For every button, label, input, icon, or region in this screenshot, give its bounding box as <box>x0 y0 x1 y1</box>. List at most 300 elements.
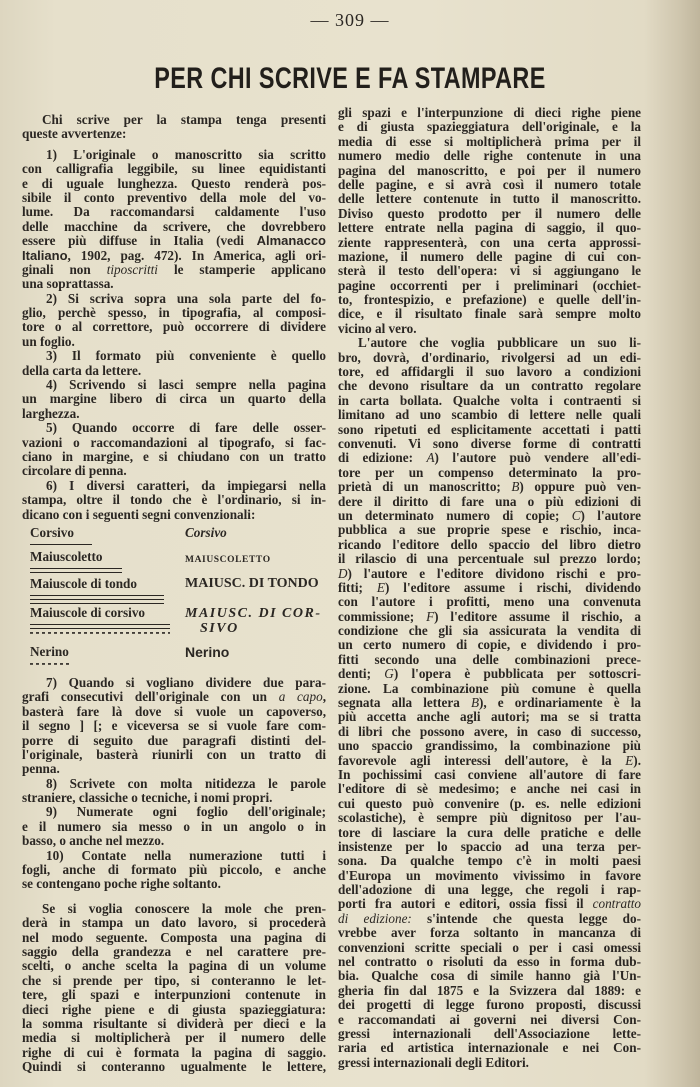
underline-single <box>30 544 92 545</box>
text: lume. Da raccomandarsi caldamente l'uso <box>22 204 326 220</box>
text: il rilascio di una percentuale sul prezzo lordo; <box>338 551 641 567</box>
text: di libri che possono avere, in caso di successo, <box>338 723 641 739</box>
text-line <box>338 221 641 235</box>
numbered-paragraph <box>22 849 326 892</box>
text: delle pagine, e si avrà così il numero totale <box>338 176 641 192</box>
text: ) l'opera è pubblicata per sottoscri- <box>393 666 642 682</box>
italic-text: F <box>426 608 435 624</box>
text-line <box>22 863 326 877</box>
text: fitti secondo una delle combinazioni prece- <box>338 651 641 667</box>
text-line <box>338 998 641 1012</box>
text-line <box>338 192 641 206</box>
sign-sample-continued: SIVO <box>200 620 239 636</box>
text-line <box>22 378 326 392</box>
text-line <box>22 748 326 762</box>
text: gli spazi e l'interpunzione di dieci righe piene <box>338 105 641 120</box>
italic-text: E <box>376 579 385 595</box>
text: insistenze per lo spaccio ad una terza per- <box>338 838 641 854</box>
text-line <box>22 407 326 421</box>
text: denti; <box>338 666 385 682</box>
text: circolare di penna. <box>22 463 127 479</box>
text-line <box>338 883 641 897</box>
text: Se si voglia conoscere la mole che pren- <box>42 900 326 916</box>
text-line <box>338 365 641 379</box>
text-line <box>338 955 641 969</box>
text: pagina del manoscritto, e poi per il numero <box>338 162 641 178</box>
text: pubblica a sue proprie spese e rischio, inca- <box>338 522 641 538</box>
text: basterà fare là dove si vuole un capoverso, <box>22 703 326 719</box>
left-column <box>22 113 326 1074</box>
text-line <box>22 249 326 263</box>
text: scolastiche), è sempre più dignitoso per l'au- <box>338 810 641 826</box>
text-line <box>22 877 326 891</box>
text: bro, dovrà, d'ordinario, rivolgersi ad un edi- <box>338 349 641 365</box>
text-line <box>22 945 326 959</box>
text: commissione; <box>338 608 427 624</box>
text: uno spaccio grandissimo, la combinazione più <box>338 738 641 754</box>
page-title: PER CHI SCRIVE E FA STAMPARE <box>154 62 546 95</box>
text: e di giusta spazieggiatura dell'originale, e la <box>338 119 641 135</box>
text: porre di seguito due paragrafi distinti del- <box>22 732 326 748</box>
text: fitti; <box>338 579 377 595</box>
intro-block <box>22 113 326 142</box>
text-line <box>22 988 326 1002</box>
numbered-paragraph <box>22 292 326 350</box>
text: lettere entrate nella pagina di saggio, il quo- <box>338 220 641 236</box>
text: ziente rappresenterà, con una certa approssi- <box>338 234 641 250</box>
text: d'Europa un movimento vivissimo in favore <box>338 867 641 883</box>
text-line <box>338 840 641 854</box>
text-line <box>22 263 326 277</box>
text-line <box>338 394 641 408</box>
text-line <box>338 264 641 278</box>
text: segnata alla lettera <box>338 695 471 711</box>
text-line <box>22 931 326 945</box>
text: to, frontespizio, e prefazione) e quelle dell'in- <box>338 292 641 308</box>
text-line <box>338 854 641 868</box>
text-line <box>338 509 641 523</box>
text-line <box>338 408 641 422</box>
text: saggio della grandezza e nel carattere pre- <box>22 943 326 959</box>
text: le stamperie applicano <box>157 261 326 277</box>
text: favorevole agli interessi dell'autore, è la <box>338 752 626 768</box>
text-line <box>22 320 326 334</box>
underline-double <box>30 628 170 629</box>
text-line <box>338 379 641 393</box>
text-line <box>22 916 326 930</box>
numbered-paragraph <box>22 148 326 292</box>
text: e di uguale lunghezza. Questo renderà pos- <box>22 175 326 191</box>
text: e raccomandati ai governi nei diversi Con- <box>338 1011 641 1027</box>
text-line <box>338 710 641 724</box>
text-line <box>338 969 641 983</box>
text-line <box>338 624 641 638</box>
text: derà in stampa un dato lavoro, si procederà <box>22 915 326 931</box>
italic-text: E <box>625 752 634 768</box>
text: che si prende per tipo, si conteranno le let- <box>22 972 326 988</box>
text-line <box>22 450 326 464</box>
text: ciano in margine, e si chiudano con un tratto <box>22 448 326 464</box>
text: vicino al vero. <box>338 320 417 336</box>
text-line <box>338 164 641 178</box>
text-line <box>22 508 326 522</box>
text-line <box>338 236 641 250</box>
text: la somma risultante si dividerà per dieci e la <box>22 1015 326 1031</box>
paragraph <box>338 106 641 336</box>
numbered-paragraph <box>22 676 326 777</box>
text-line <box>22 705 326 719</box>
italic-text: G <box>384 666 394 682</box>
text: ) l'autore e l'editore dividono rischi e pro- <box>347 565 641 581</box>
text: essere più diffuse in Italia (vedi <box>22 233 257 249</box>
text: 1) L'originale o manoscritto sia scritto <box>46 146 326 162</box>
page-number: — 309 — <box>310 10 390 30</box>
text-line <box>22 335 326 349</box>
text-line <box>338 1027 641 1041</box>
numbered-paragraph <box>22 805 326 848</box>
text: media di esse si moltiplicherà prima per il <box>338 133 641 149</box>
text-line <box>338 307 641 321</box>
signs-row-maiuscole-corsivo <box>30 606 326 640</box>
text-line <box>338 451 641 465</box>
text-line <box>22 479 326 493</box>
italic-text: A <box>426 450 435 466</box>
text-line <box>338 149 641 163</box>
text-line <box>338 336 641 350</box>
italic-text: di edizione: <box>338 910 412 926</box>
italic-text: D <box>338 565 348 581</box>
text-line <box>22 902 326 916</box>
text: 9) Numerate ogni foglio dell'originale; <box>46 804 326 820</box>
text-line <box>22 974 326 988</box>
text: una soprattassa. <box>22 276 114 292</box>
text: penna. <box>22 761 60 777</box>
text: stampa, oltre il tondo che è l'ordinario, si in- <box>22 492 326 508</box>
text: scelti, o anche scelta la pagina di un volume <box>22 958 326 974</box>
text: grafi consecutivi dell'originale con un <box>22 689 279 705</box>
sign-sample: Corsivo <box>185 524 227 540</box>
text: gressi internazionali dell'Associazione lette- <box>338 1026 641 1041</box>
text: prietà di un manoscritto; <box>338 479 512 495</box>
text: il segno ] [; e viceversa se si vuole fare com- <box>22 718 326 734</box>
text: convenuti. Vi sono diverse forme di contratti <box>338 435 641 451</box>
text: 8) Scrivete con molta nitidezza le parole <box>46 775 326 791</box>
text: l'originale, basterà riunirli con un tratto di <box>22 746 326 762</box>
text-line <box>338 552 641 566</box>
text-line <box>22 820 326 834</box>
text-line <box>338 696 641 710</box>
text: righe di cui è formata la pagina di saggio. <box>22 1044 326 1060</box>
signs-table <box>22 526 326 676</box>
text: numero medio delle righe contenute in una <box>338 148 641 164</box>
text: dicano con i seguenti segni convenzionali: <box>22 506 256 522</box>
text-line <box>338 782 641 796</box>
text-line <box>338 279 641 293</box>
text: Quindi si conteranno ugualmente le lettere, <box>22 1059 326 1075</box>
text: cui questo può convenire (p. es. nelle edizioni <box>338 795 641 811</box>
text-line <box>338 351 641 365</box>
text-line <box>338 653 641 667</box>
underline-wavy <box>30 662 72 666</box>
text-line <box>338 912 641 926</box>
text: Diviso questo prodotto per il numero delle <box>338 205 641 221</box>
text: zione. La combinazione più comune è quella <box>338 680 641 696</box>
paragraph <box>22 902 326 1075</box>
underline-wavy <box>30 631 170 635</box>
text-line <box>22 1017 326 1031</box>
text: un determinato numero di copie; <box>338 507 572 523</box>
underline-triple <box>30 595 164 596</box>
text-line <box>22 676 326 690</box>
text: un foglio. <box>22 333 75 349</box>
text: s'intende che questa legge do- <box>411 910 641 926</box>
text-line <box>22 306 326 320</box>
text: queste avvertenze: <box>22 126 127 142</box>
underline-triple <box>30 599 164 600</box>
text-line <box>338 595 641 609</box>
rules-list-2 <box>22 676 326 892</box>
text: dieci righe piene e di giusta spazieggiatura: <box>22 1001 326 1017</box>
text-line <box>338 610 641 624</box>
text: sona. Da qualche tempo c'è in molti paesi <box>338 853 641 869</box>
numbered-paragraph <box>22 378 326 421</box>
text-line <box>338 423 641 437</box>
text-line <box>22 959 326 973</box>
text-line <box>338 581 641 595</box>
text: sterà il testo dell'opera: vi si aggiungano le <box>338 263 641 279</box>
text: bia. Qualche cosa di simile hanno già l'Un- <box>338 968 641 984</box>
sign-sample: MAIUSCOLETTO <box>185 554 271 565</box>
paragraph <box>22 113 326 142</box>
text: un certo numero di copie, e dividendo i pro- <box>338 637 641 653</box>
text-line <box>22 777 326 791</box>
text: tere, gli spazi e interpunzioni contenute in <box>22 987 326 1003</box>
sign-label: Maiuscole di tondo <box>30 575 137 591</box>
text: glio, perchè spesso, in tipografia, al composi- <box>22 305 326 321</box>
text: della carta da lettere. <box>22 362 142 378</box>
text: se contengano poche righe soltanto. <box>22 876 221 892</box>
italic-text: B <box>470 695 479 711</box>
text-line <box>22 392 326 406</box>
text: ricando l'editore dello spaccio del libro dietro <box>338 536 641 552</box>
sign-label: Maiuscoletto <box>30 548 103 564</box>
text-line <box>338 538 641 552</box>
text: un margine libero di circa un quarto della <box>22 391 326 407</box>
text: ) l'editore assume il rischio, a <box>434 608 641 624</box>
text-line <box>338 725 641 739</box>
text-line <box>22 791 326 805</box>
text-line <box>338 811 641 825</box>
sign-label: Corsivo <box>30 524 74 540</box>
text: vrebbe aver forza soltanto in mancanza di <box>338 925 641 941</box>
text-line <box>338 437 641 451</box>
text-line <box>22 1031 326 1045</box>
text: più accetta anche agli autori; ma se si tratta <box>338 709 641 725</box>
text: mazione, il numero delle pagine di cui con- <box>338 248 641 264</box>
right-column <box>338 106 641 1070</box>
text-line <box>22 690 326 704</box>
text: raria ed artistica internazionale e nei Con- <box>338 1040 641 1056</box>
italic-text: B <box>511 479 520 495</box>
text: dere il diritto di fare una o più edizioni di <box>338 493 641 509</box>
text-line <box>338 135 641 149</box>
text: 7) Quando si vogliano dividere due para- <box>46 674 326 690</box>
paragraph <box>338 336 641 1070</box>
italic-text: a capo <box>278 689 323 705</box>
underline-double <box>30 568 122 569</box>
text-line <box>338 120 641 134</box>
text-line <box>22 1060 326 1074</box>
text: , 1902, pag. 472). In America, agli ori- <box>67 247 326 263</box>
text: 3) Il formato più conveniente è quello <box>46 348 326 364</box>
sign-sample: Nerino <box>185 643 230 660</box>
text-line <box>22 277 326 291</box>
text-line <box>22 834 326 848</box>
text: fogli, anche di formato più piccolo, e anche <box>22 862 326 878</box>
text: porti fra autori e editori, ossia fissi il <box>338 896 593 912</box>
text-line <box>338 797 641 811</box>
text: Chi scrive per la stampa tenga presenti <box>42 112 326 127</box>
text-line <box>338 293 641 307</box>
numbered-paragraph <box>22 421 326 479</box>
text-line <box>338 667 641 681</box>
text-line <box>338 106 641 120</box>
text: delle lettere contenute in tutto il manoscritto. <box>338 191 641 207</box>
text: nel modo seguente. Composta una pagina di <box>22 929 326 945</box>
signs-row-maiuscole-tondo <box>30 577 326 601</box>
text: nel contratto o risoluti da esso in forma dub- <box>338 954 641 970</box>
text: ). <box>633 752 641 768</box>
text-line <box>338 682 641 696</box>
text: media si moltiplicherà per il numero delle <box>22 1030 326 1046</box>
text-line <box>338 1041 641 1055</box>
text-line <box>22 1003 326 1017</box>
text-line <box>22 805 326 819</box>
text: tore o al correttore, può occorrere di dividere <box>22 319 326 335</box>
text-line <box>338 826 641 840</box>
text-line <box>338 466 641 480</box>
text: 6) I diversi caratteri, da impiegarsi nella <box>46 477 326 493</box>
text: larghezza. <box>22 405 80 421</box>
text: tore per un compenso determinato la pro- <box>338 464 641 480</box>
text: tore, ed affidargli il suo lavoro a condizioni <box>338 364 641 380</box>
underline-double <box>30 624 170 625</box>
italic-text: C <box>571 507 581 523</box>
text: L'autore che voglia pubblicare un suo li- <box>358 335 641 351</box>
text: delle macchine da scrivere, che dovrebbero <box>22 218 326 234</box>
signs-row-maiuscoletto <box>30 550 326 574</box>
text: , <box>322 689 326 705</box>
text-line <box>22 162 326 176</box>
text: sono ripetuti ed esplicitamente accettati i patti <box>338 421 641 437</box>
text-line <box>338 984 641 998</box>
text: e il numero sia messo o in un angolo o in <box>22 818 326 834</box>
text: gheria fin dal 1875 e la Svizzera dal 1889: e <box>338 982 641 998</box>
text: sibile il conto preventivo della mole del vo- <box>22 189 326 205</box>
text-line <box>338 250 641 264</box>
text-line <box>22 849 326 863</box>
italic-text: tiposcritti <box>106 261 158 277</box>
text-line <box>22 127 326 141</box>
text-line <box>22 113 326 127</box>
sign-label: Nerino <box>30 643 69 659</box>
text-line <box>338 897 641 911</box>
text-line <box>338 869 641 883</box>
text-line <box>22 436 326 450</box>
text: con l'autore i profitti, meno una convenuta <box>338 594 641 610</box>
text-line <box>22 191 326 205</box>
text: ) l'autore può vendere all'edi- <box>434 450 641 466</box>
text-line <box>338 567 641 581</box>
signs-row-nerino <box>30 645 326 669</box>
text: ) oppure può ven- <box>519 479 641 495</box>
numbered-paragraph <box>22 479 326 522</box>
text: ), e ordinariamente è la <box>479 695 641 711</box>
text-line <box>22 349 326 363</box>
text: 10) Contate nella numerazione tutti i <box>46 847 326 863</box>
underline-triple <box>30 603 164 604</box>
text: ) l'autore <box>580 507 641 523</box>
numbered-paragraph <box>22 777 326 806</box>
bold-text: Almanacco <box>256 233 326 249</box>
text: vazioni o raccomandazioni al tipografo, si fac- <box>22 434 326 450</box>
text: limitano ad uno scambio di lettere nelle quali <box>338 407 641 423</box>
text-line <box>22 719 326 733</box>
text-line <box>338 926 641 940</box>
text-line <box>338 523 641 537</box>
text-line <box>22 148 326 162</box>
text-line <box>338 207 641 221</box>
text-line <box>338 638 641 652</box>
text-line <box>338 768 641 782</box>
text: con calligrafia leggibile, su linee equidistanti <box>22 161 326 177</box>
text: 2) Si scriva sopra una sola parte del fo- <box>46 290 326 306</box>
text-line <box>22 762 326 776</box>
text: 5) Quando occorre di fare delle osser- <box>46 420 326 436</box>
text: In pochissimi casi conviene all'autore di fare <box>338 766 641 782</box>
sign-sample: MAIUSC. DI TONDO <box>185 575 319 591</box>
text-line <box>338 322 641 336</box>
text-line <box>22 234 326 248</box>
text-line <box>338 495 641 509</box>
text: dice, e il risultato finale sarà sempre molto <box>338 306 641 322</box>
text: 4) Scrivendo si lasci sempre nella pagina <box>46 377 326 393</box>
text: ) l'editore assume i rischi, dividendo <box>384 579 641 595</box>
italic-text: contratto <box>592 896 641 912</box>
text: gressi internazionali degli Editori. <box>338 1054 529 1070</box>
text-line <box>22 205 326 219</box>
page-estimate-paragraph <box>22 902 326 1075</box>
text-line <box>338 754 641 768</box>
signs-row-corsivo <box>30 526 326 550</box>
numbered-paragraph <box>22 349 326 378</box>
text-line <box>338 941 641 955</box>
sign-label: Maiuscole di corsivo <box>30 604 146 620</box>
sign-sample: MAIUSC. DI COR- <box>185 605 322 621</box>
text: convenzioni scritte speciali o per i casi omessi <box>338 939 641 955</box>
bold-text: Italiano <box>22 247 68 263</box>
text: tore di lasciare la cura delle pratiche e delle <box>338 824 641 840</box>
text-line <box>338 480 641 494</box>
text: di edizione: <box>338 450 427 466</box>
text-line <box>22 177 326 191</box>
text-line <box>338 1056 641 1070</box>
text-line <box>22 220 326 234</box>
text: in carta bollata. Qualche volta i contraenti si <box>338 392 641 408</box>
text: straniere, classiche o tecniche, i nomi propri. <box>22 790 273 806</box>
right-text <box>338 106 641 1070</box>
underline-double <box>30 572 122 573</box>
